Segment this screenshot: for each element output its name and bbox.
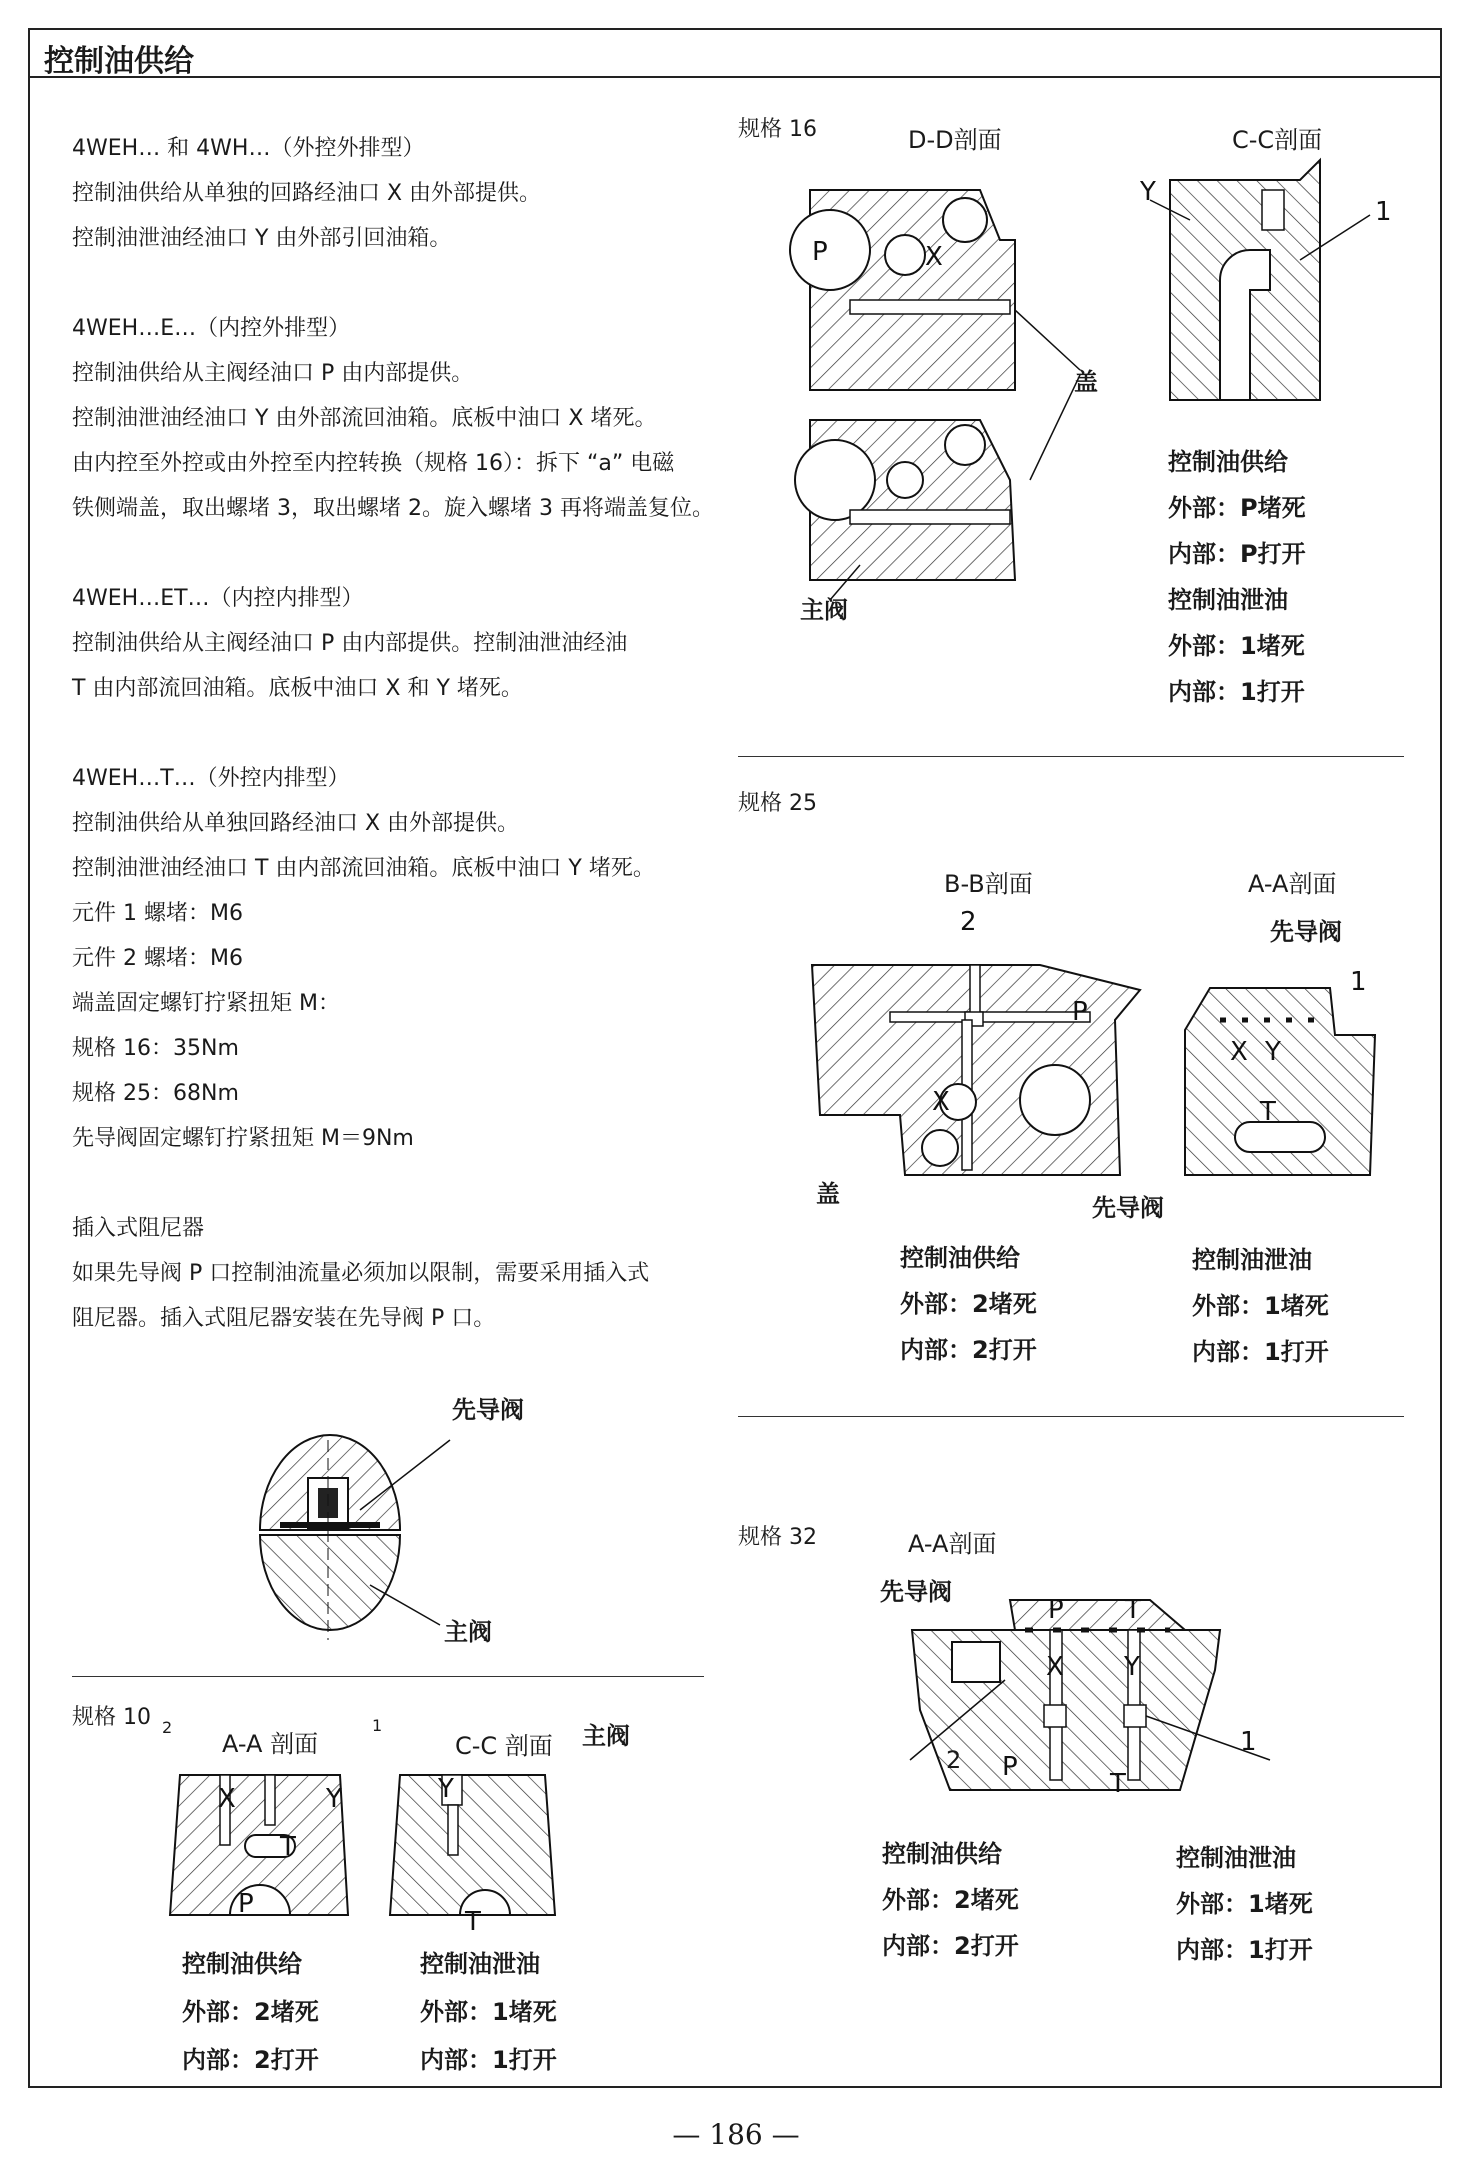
sec4-line6: 规格 16：35Nm bbox=[72, 1036, 239, 1061]
svg-text:X: X bbox=[925, 242, 943, 272]
damper-drawing bbox=[240, 1400, 560, 1680]
size10-supply-ext: 外部：2堵死 bbox=[182, 1998, 319, 2026]
size10-main-label: 主阀 bbox=[582, 1722, 630, 1750]
sec1-line2: 控制油泄油经油口 Y 由外部引回油箱。 bbox=[72, 226, 452, 251]
size10-label: 规格 10 bbox=[72, 1705, 151, 1730]
size10-section-c: C-C 剖面 bbox=[455, 1732, 553, 1760]
svg-text:P: P bbox=[1072, 997, 1088, 1027]
sec1-line1: 控制油供给从单独的回路经油口 X 由外部提供。 bbox=[72, 181, 542, 206]
sec4-line8: 先导阀固定螺钉拧紧扭矩 M＝9Nm bbox=[72, 1126, 414, 1151]
size25-supply-int: 内部：2打开 bbox=[900, 1336, 1037, 1364]
size32-n2: 2 bbox=[946, 1746, 962, 1774]
divider-right-1 bbox=[738, 756, 1404, 757]
size16-drain-int: 内部：1打开 bbox=[1168, 678, 1305, 706]
svg-text:Y: Y bbox=[1124, 1652, 1140, 1682]
size32-supply-ext: 外部：2堵死 bbox=[882, 1886, 1019, 1914]
size16-supply-ext: 外部：P堵死 bbox=[1168, 494, 1306, 522]
size25-drawing bbox=[810, 907, 1390, 1190]
size16-drain-ext: 外部：1堵死 bbox=[1168, 632, 1305, 660]
sec4-line3: 元件 1 螺堵：M6 bbox=[72, 901, 243, 926]
size25-drain-ext: 外部：1堵死 bbox=[1192, 1292, 1329, 1320]
sec5-line1: 如果先导阀 P 口控制油流量必须加以限制，需要采用插入式 bbox=[72, 1261, 650, 1286]
svg-text:X: X bbox=[932, 1087, 950, 1117]
sec4-line7: 规格 25：68Nm bbox=[72, 1081, 239, 1106]
svg-text:Y: Y bbox=[1140, 177, 1156, 207]
size32-section-a: A-A剖面 bbox=[908, 1530, 997, 1558]
size32-drawing bbox=[910, 1590, 1330, 1800]
sec4-line5: 端盖固定螺钉拧紧扭矩 M： bbox=[72, 991, 340, 1016]
page-number: — 186 — bbox=[672, 2118, 800, 2151]
svg-text:Y: Y bbox=[326, 1784, 342, 1814]
size25-supply-title: 控制油供给 bbox=[900, 1244, 1020, 1272]
size25-pilot-label: 先导阀 bbox=[1270, 918, 1342, 946]
svg-text:T: T bbox=[465, 1907, 481, 1937]
size32-supply-int: 内部：2打开 bbox=[882, 1932, 1019, 1960]
svg-text:2: 2 bbox=[960, 907, 977, 937]
size32-label: 规格 32 bbox=[738, 1525, 817, 1550]
size10-drain-int: 内部：1打开 bbox=[420, 2046, 557, 2074]
svg-text:P: P bbox=[1002, 1752, 1018, 1782]
size10-drain-ext: 外部：1堵死 bbox=[420, 1998, 557, 2026]
size32-supply-title: 控制油供给 bbox=[882, 1840, 1002, 1868]
sec3-line2: T 由内部流回油箱。底板中油口 X 和 Y 堵死。 bbox=[72, 676, 523, 701]
svg-text:X: X bbox=[1230, 1037, 1248, 1067]
page-header bbox=[28, 28, 1442, 78]
sec4-title: 4WEH…T…（外控内排型） bbox=[72, 766, 350, 791]
size10-section-a: A-A 剖面 bbox=[222, 1730, 319, 1758]
size25-pilot2-label: 先导阀 bbox=[1092, 1194, 1164, 1222]
divider-right-2 bbox=[738, 1416, 1404, 1417]
size16-section-d: D-D剖面 bbox=[908, 126, 1002, 154]
sec3-title: 4WEH…ET…（内控内排型） bbox=[72, 586, 364, 611]
svg-text:X: X bbox=[1046, 1652, 1064, 1682]
divider-left bbox=[72, 1676, 704, 1677]
sec2-line4: 铁侧端盖，取出螺堵 3，取出螺堵 2。旋入螺堵 3 再将端盖复位。 bbox=[72, 496, 714, 521]
size10-supply-int: 内部：2打开 bbox=[182, 2046, 319, 2074]
sec2-line3: 由内控至外控或由外控至内控转换（规格 16）：拆下 “a” 电磁 bbox=[72, 451, 675, 476]
damper-pilot-label: 先导阀 bbox=[452, 1396, 524, 1424]
size16-section-c: C-C剖面 bbox=[1232, 126, 1323, 154]
svg-text:Y: Y bbox=[438, 1774, 454, 1804]
sec5-title: 插入式阻尼器 bbox=[72, 1216, 205, 1241]
size16-label: 规格 16 bbox=[738, 117, 817, 142]
sec4-line1: 控制油供给从单独回路经油口 X 由外部提供。 bbox=[72, 811, 520, 836]
size16-drawing bbox=[800, 160, 1420, 640]
size25-section-b: B-B剖面 bbox=[944, 870, 1033, 898]
size32-drain-int: 内部：1打开 bbox=[1176, 1936, 1313, 1964]
svg-text:1: 1 bbox=[1350, 967, 1367, 997]
size16-supply-title: 控制油供给 bbox=[1168, 448, 1288, 476]
size10-drain-title: 控制油泄油 bbox=[420, 1950, 540, 1978]
size25-section-a: A-A剖面 bbox=[1248, 870, 1337, 898]
sec2-line1: 控制油供给从主阀经油口 P 由内部提供。 bbox=[72, 361, 474, 386]
size16-main-label: 主阀 bbox=[800, 596, 848, 624]
size25-label: 规格 25 bbox=[738, 791, 817, 816]
svg-text:Y: Y bbox=[1265, 1037, 1281, 1067]
size10-n2: 2 bbox=[162, 1718, 173, 1737]
sec2-line2: 控制油泄油经油口 Y 由外部流回油箱。底板中油口 X 堵死。 bbox=[72, 406, 657, 431]
page-title: 控制油供给 bbox=[44, 44, 194, 79]
size25-drain-int: 内部：1打开 bbox=[1192, 1338, 1329, 1366]
size32-drain-ext: 外部：1堵死 bbox=[1176, 1890, 1313, 1918]
svg-text:1: 1 bbox=[1375, 197, 1392, 227]
sec3-line1: 控制油供给从主阀经油口 P 由内部提供。控制油泄油经油 bbox=[72, 631, 628, 656]
size25-drain-title: 控制油泄油 bbox=[1192, 1246, 1312, 1274]
sec4-line4: 元件 2 螺堵：M6 bbox=[72, 946, 243, 971]
svg-text:T: T bbox=[1125, 1595, 1141, 1625]
size10-drawing bbox=[160, 1765, 580, 1937]
svg-text:T: T bbox=[1260, 1097, 1276, 1127]
svg-text:P: P bbox=[812, 237, 828, 267]
damper-main-label: 主阀 bbox=[444, 1618, 492, 1646]
svg-text:1: 1 bbox=[1240, 1727, 1257, 1757]
sec4-line2: 控制油泄油经油口 T 由内部流回油箱。底板中油口 Y 堵死。 bbox=[72, 856, 655, 881]
size16-drain-title: 控制油泄油 bbox=[1168, 586, 1288, 614]
size10-n1: 1 bbox=[372, 1716, 383, 1735]
svg-text:P: P bbox=[238, 1889, 254, 1919]
size16-cover-label: 盖 bbox=[1074, 368, 1098, 396]
sec5-line2: 阻尼器。插入式阻尼器安装在先导阀 P 口。 bbox=[72, 1306, 496, 1331]
size10-supply-title: 控制油供给 bbox=[182, 1950, 302, 1978]
svg-text:X: X bbox=[218, 1784, 236, 1814]
sec2-title: 4WEH…E…（内控外排型） bbox=[72, 316, 351, 341]
size25-supply-ext: 外部：2堵死 bbox=[900, 1290, 1037, 1318]
size25-cover-label: 盖 bbox=[816, 1180, 840, 1208]
svg-text:P: P bbox=[1048, 1595, 1064, 1625]
size16-supply-int: 内部：P打开 bbox=[1168, 540, 1306, 568]
svg-text:T: T bbox=[1110, 1769, 1126, 1799]
svg-text:T: T bbox=[280, 1832, 296, 1862]
size32-drain-title: 控制油泄油 bbox=[1176, 1844, 1296, 1872]
sec1-title: 4WEH… 和 4WH…（外控外排型） bbox=[72, 136, 425, 161]
size32-pilot-label: 先导阀 bbox=[880, 1578, 952, 1606]
